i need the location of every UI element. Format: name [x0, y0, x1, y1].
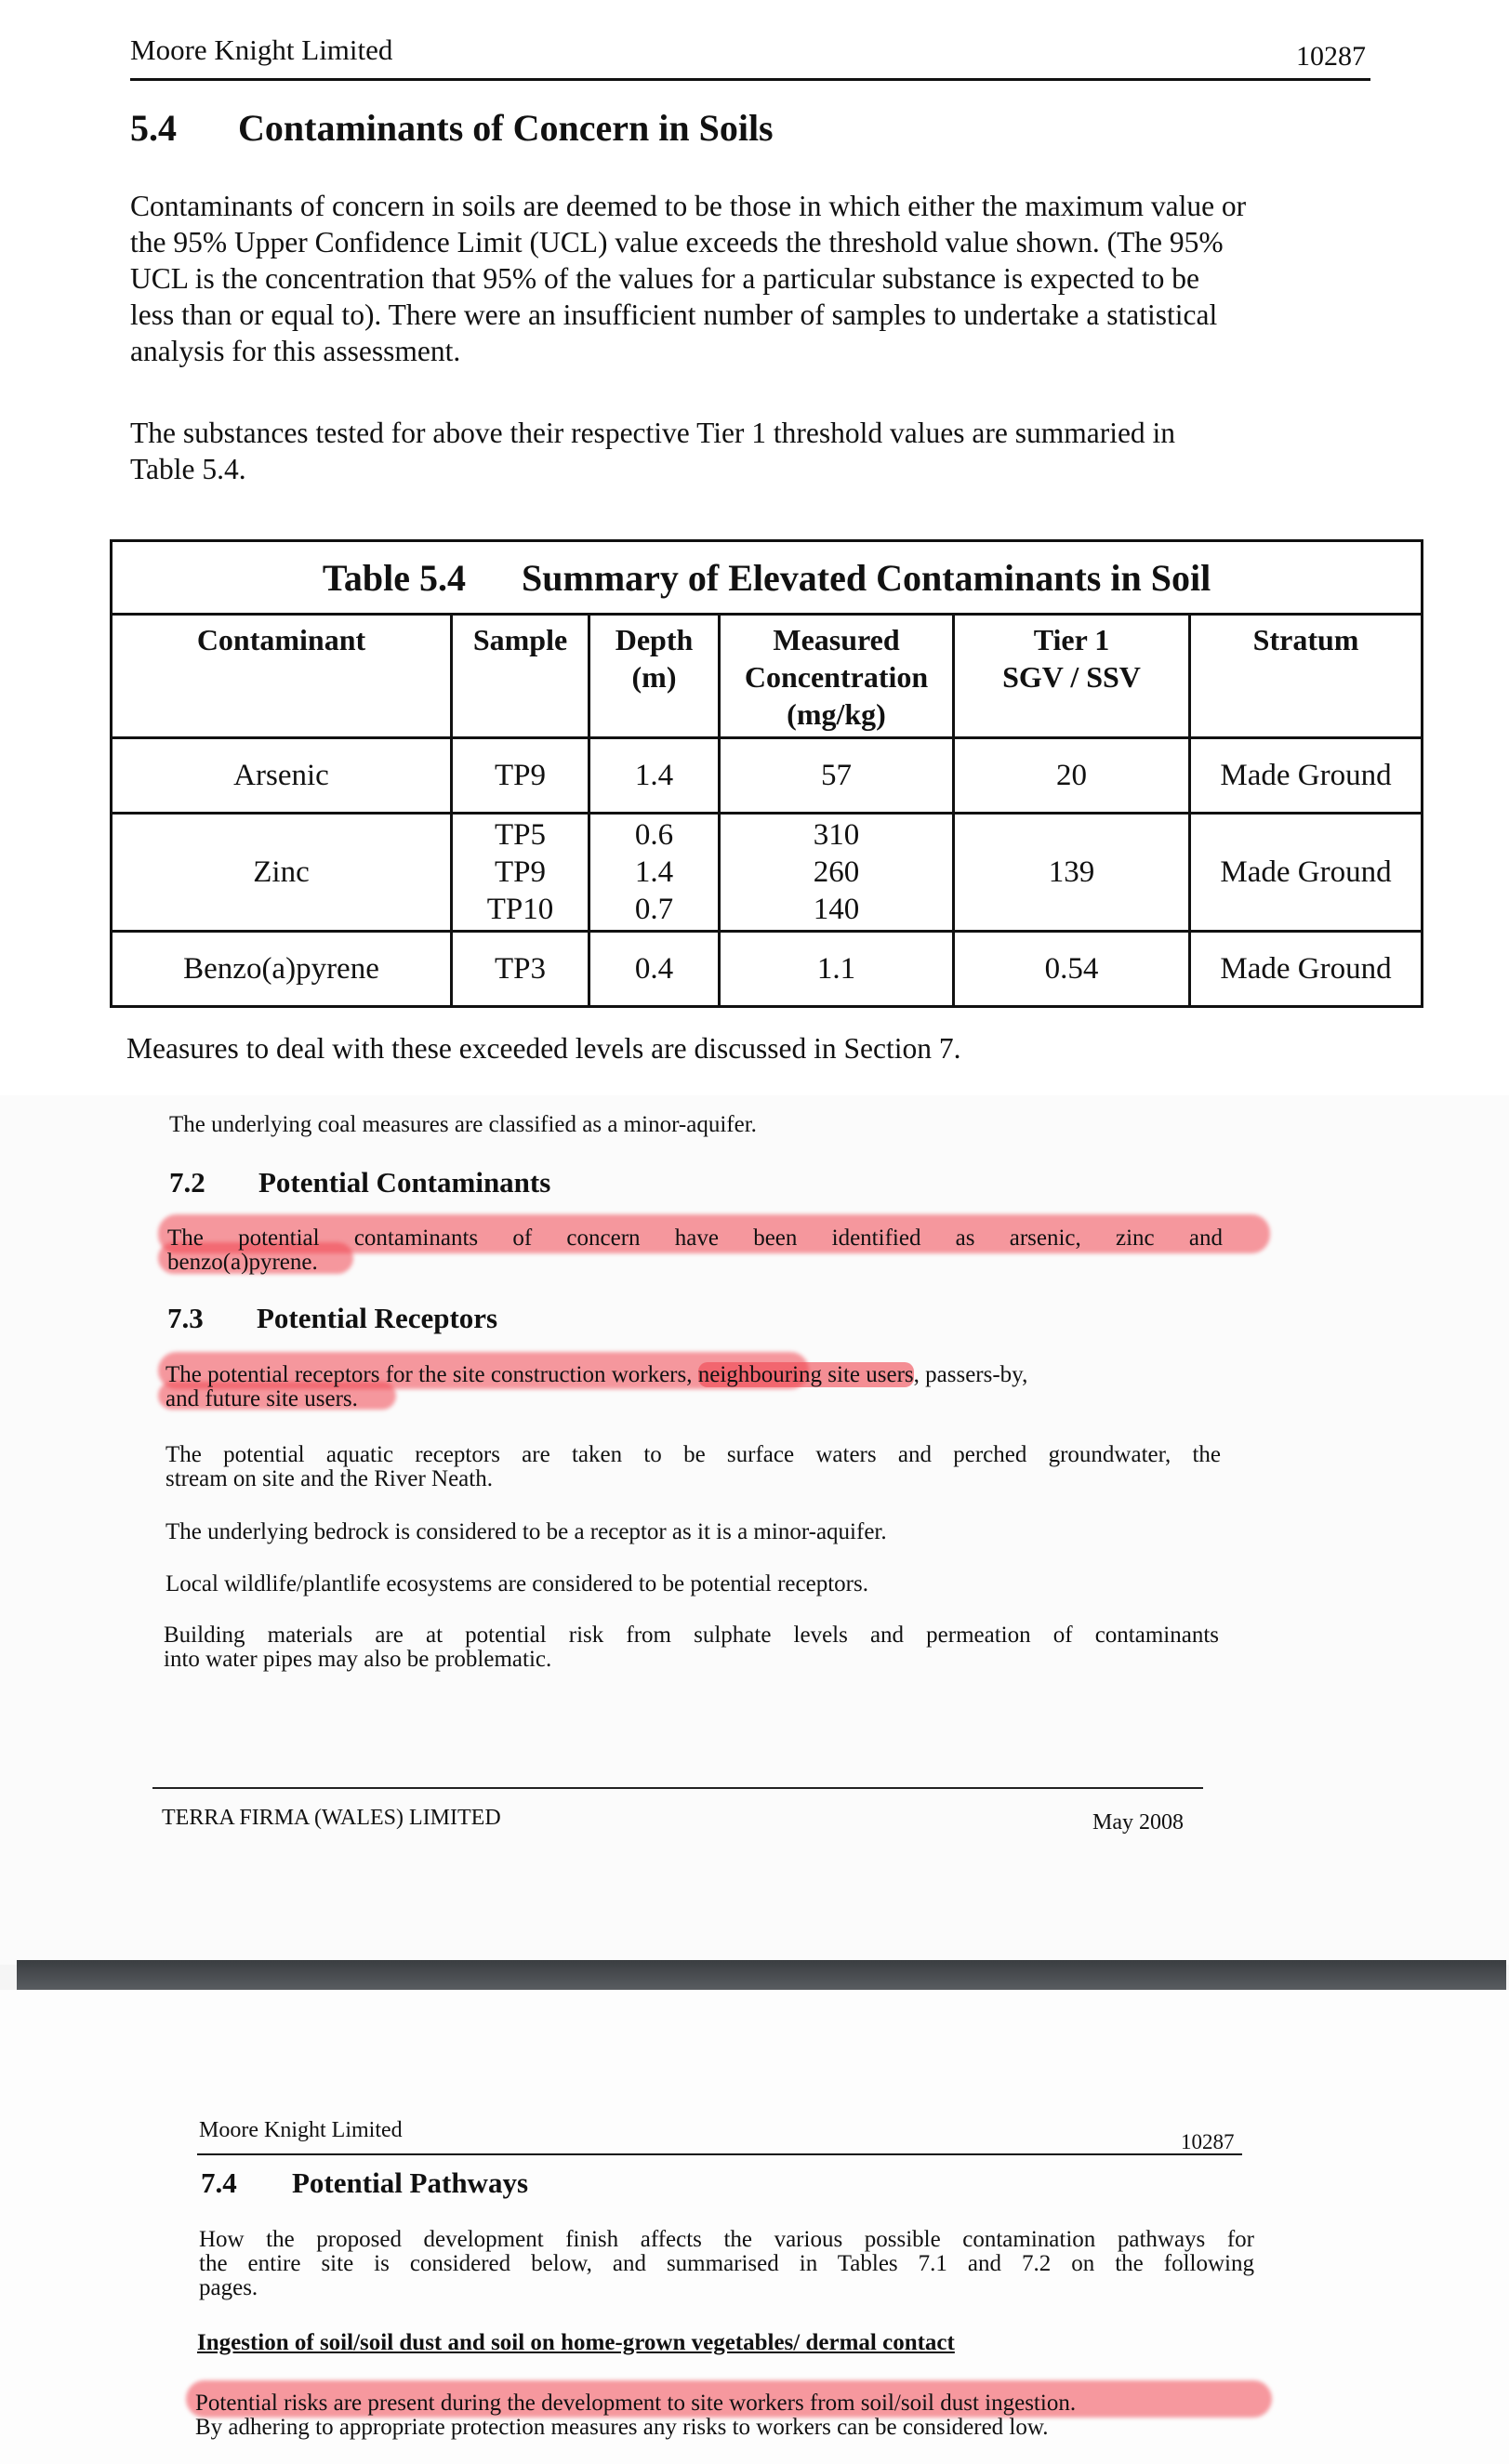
cell-sample: TP9 [452, 738, 589, 814]
cell-depth: 0.4 [589, 932, 720, 1007]
paragraph-line: less than or equal to). There were an insufficient number of samples to undertake a statistical [130, 298, 1218, 331]
column-header-contaminant: Contaminant [112, 615, 452, 738]
cell-contaminant: Zinc [112, 814, 452, 932]
section-number: 5.4 [130, 107, 177, 149]
cell-depth [589, 814, 720, 932]
building-materials-line: into water pipes may also be problematic. [164, 1647, 552, 1672]
header-line: Measured [773, 623, 900, 656]
section-7-2-line: benzo(a)pyrene. [167, 1250, 318, 1275]
section-7-3-title: Potential Receptors [257, 1302, 498, 1334]
risk-line: By adhering to appropriate protection measures any risks to workers can be considered low. [195, 2415, 1049, 2440]
cell-contaminant: Arsenic [112, 738, 452, 814]
building-materials-line: Building materials are at potential risk from sulphate levels and permeation of contaminants [164, 1623, 1219, 1648]
receptors-text: , passers-by, [913, 1362, 1028, 1387]
wildlife-sentence: Local wildlife/plantlife ecosystems are considered to be potential receptors. [165, 1571, 868, 1596]
paragraph-line: The substances tested for above their respective Tier 1 threshold values are summaried in [130, 417, 1176, 449]
column-header-tier [954, 615, 1190, 738]
header-rule [197, 2153, 1242, 2155]
receptors-text: The potential receptors for the site construction workers, [165, 1362, 698, 1387]
footer-company: TERRA FIRMA (WALES) LIMITED [162, 1806, 501, 1830]
ingestion-subheading: Ingestion of soil/soil dust and soil on home-grown vegetables/ dermal contact [197, 2330, 955, 2355]
cell-tier: 139 [954, 814, 1190, 932]
paragraph-line: the 95% Upper Confidence Limit (UCL) value exceeds the threshold value shown. (The 95% [130, 226, 1224, 258]
risk-line: Potential risks are present during the development to site workers from soil/soil dust ingestion. [195, 2391, 1077, 2416]
cell-stratum: Made Ground [1190, 814, 1423, 932]
section-7-3-receptors-line: and future site users. [165, 1386, 358, 1411]
cell-tier: 20 [954, 738, 1190, 814]
paragraph-ucl [130, 188, 1385, 369]
cell-measured: 1.1 [720, 932, 954, 1007]
header-line: Tier 1 [1033, 623, 1110, 656]
cell-measured: 57 [720, 738, 954, 814]
footer-rule [152, 1787, 1203, 1789]
pathways-line: How the proposed development finish affects the various possible contamination pathways for [199, 2227, 1254, 2252]
footer-date: May 2008 [1092, 1810, 1184, 1835]
cell-sample [452, 814, 589, 932]
measured-value: 310 [813, 818, 860, 852]
cell-depth: 1.4 [589, 738, 720, 814]
cell-sample: TP3 [452, 932, 589, 1007]
header-company: Moore Knight Limited [199, 2118, 403, 2142]
header-company: Moore Knight Limited [130, 33, 393, 66]
header-line: Depth [615, 623, 694, 656]
column-header-measured [720, 615, 954, 738]
header-ref-number: 10287 [1296, 41, 1366, 72]
document-page-1 [0, 0, 1509, 1095]
column-header-stratum: Stratum [1190, 615, 1423, 738]
column-header-depth [589, 615, 720, 738]
paragraph-summary [130, 415, 1385, 487]
closing-sentence: Measures to deal with these exceeded levels are discussed in Section 7. [126, 1032, 961, 1065]
section-7-3-receptors-line [165, 1362, 1027, 1388]
paragraph-line: Table 5.4. [130, 453, 246, 485]
header-line: (m) [631, 660, 677, 694]
bedrock-sentence: The underlying bedrock is considered to be a receptor as it is a minor-aquifer. [165, 1519, 887, 1544]
aquatic-receptors-line: The potential aquatic receptors are taken to be surface waters and perched groundwater, the [165, 1442, 1221, 1467]
sample-value: TP5 [494, 818, 546, 852]
header-line: (mg/kg) [787, 697, 886, 731]
section-7-4-title: Potential Pathways [292, 2166, 529, 2199]
column-header-sample: Sample [452, 615, 589, 738]
section-7-4-number: 7.4 [201, 2166, 237, 2199]
header-line: SGV / SSV [1002, 660, 1141, 694]
highlighted-neighbouring-users: neighbouring site users [697, 1362, 914, 1387]
cell-contaminant: Benzo(a)pyrene [112, 932, 452, 1007]
aquatic-receptors-line: stream on site and the River Neath. [165, 1466, 493, 1491]
section-title: Contaminants of Concern in Soils [238, 107, 774, 149]
cell-tier: 0.54 [954, 932, 1190, 1007]
cell-measured [720, 814, 954, 932]
measured-value: 140 [813, 893, 860, 926]
contaminants-table [110, 539, 1423, 1008]
pathways-line: pages. [199, 2275, 258, 2300]
page-separator-band [17, 1960, 1506, 1992]
depth-value: 0.7 [634, 893, 674, 926]
section-7-3-number: 7.3 [167, 1302, 204, 1334]
paragraph-line: UCL is the concentration that 95% of the values for a particular substance is expected to be [130, 262, 1199, 295]
depth-value: 0.6 [634, 818, 674, 852]
table-row [112, 932, 1423, 1007]
table-header-row [112, 615, 1423, 738]
table-title-number: Table 5.4 [322, 556, 467, 599]
table-row [112, 814, 1423, 932]
section-7-2-title: Potential Contaminants [258, 1166, 551, 1199]
cell-stratum: Made Ground [1190, 932, 1423, 1007]
table-row [112, 738, 1423, 814]
pathways-line: the entire site is considered below, and summarised in Tables 7.1 and 7.2 on the following [199, 2251, 1254, 2276]
paragraph-line: Contaminants of concern in soils are deemed to be those in which either the maximum value or [130, 190, 1247, 222]
section-7-2-number: 7.2 [169, 1166, 205, 1199]
table-title-text: Summary of Elevated Contaminants in Soil [522, 556, 1211, 599]
sample-value: TP9 [494, 855, 546, 889]
measured-value: 260 [813, 855, 860, 889]
depth-value: 1.4 [634, 855, 674, 889]
header-rule [130, 78, 1370, 81]
header-line: Concentration [744, 660, 929, 694]
section-7-2-line: The potential contaminants of concern have been identified as arsenic, zinc and [167, 1225, 1223, 1251]
sample-value: TP10 [486, 893, 554, 926]
cell-stratum: Made Ground [1190, 738, 1423, 814]
table-title [112, 541, 1423, 615]
paragraph-line: analysis for this assessment. [130, 335, 461, 367]
intro-sentence: The underlying coal measures are classified as a minor-aquifer. [169, 1112, 757, 1137]
header-ref-number: 10287 [1181, 2130, 1235, 2153]
